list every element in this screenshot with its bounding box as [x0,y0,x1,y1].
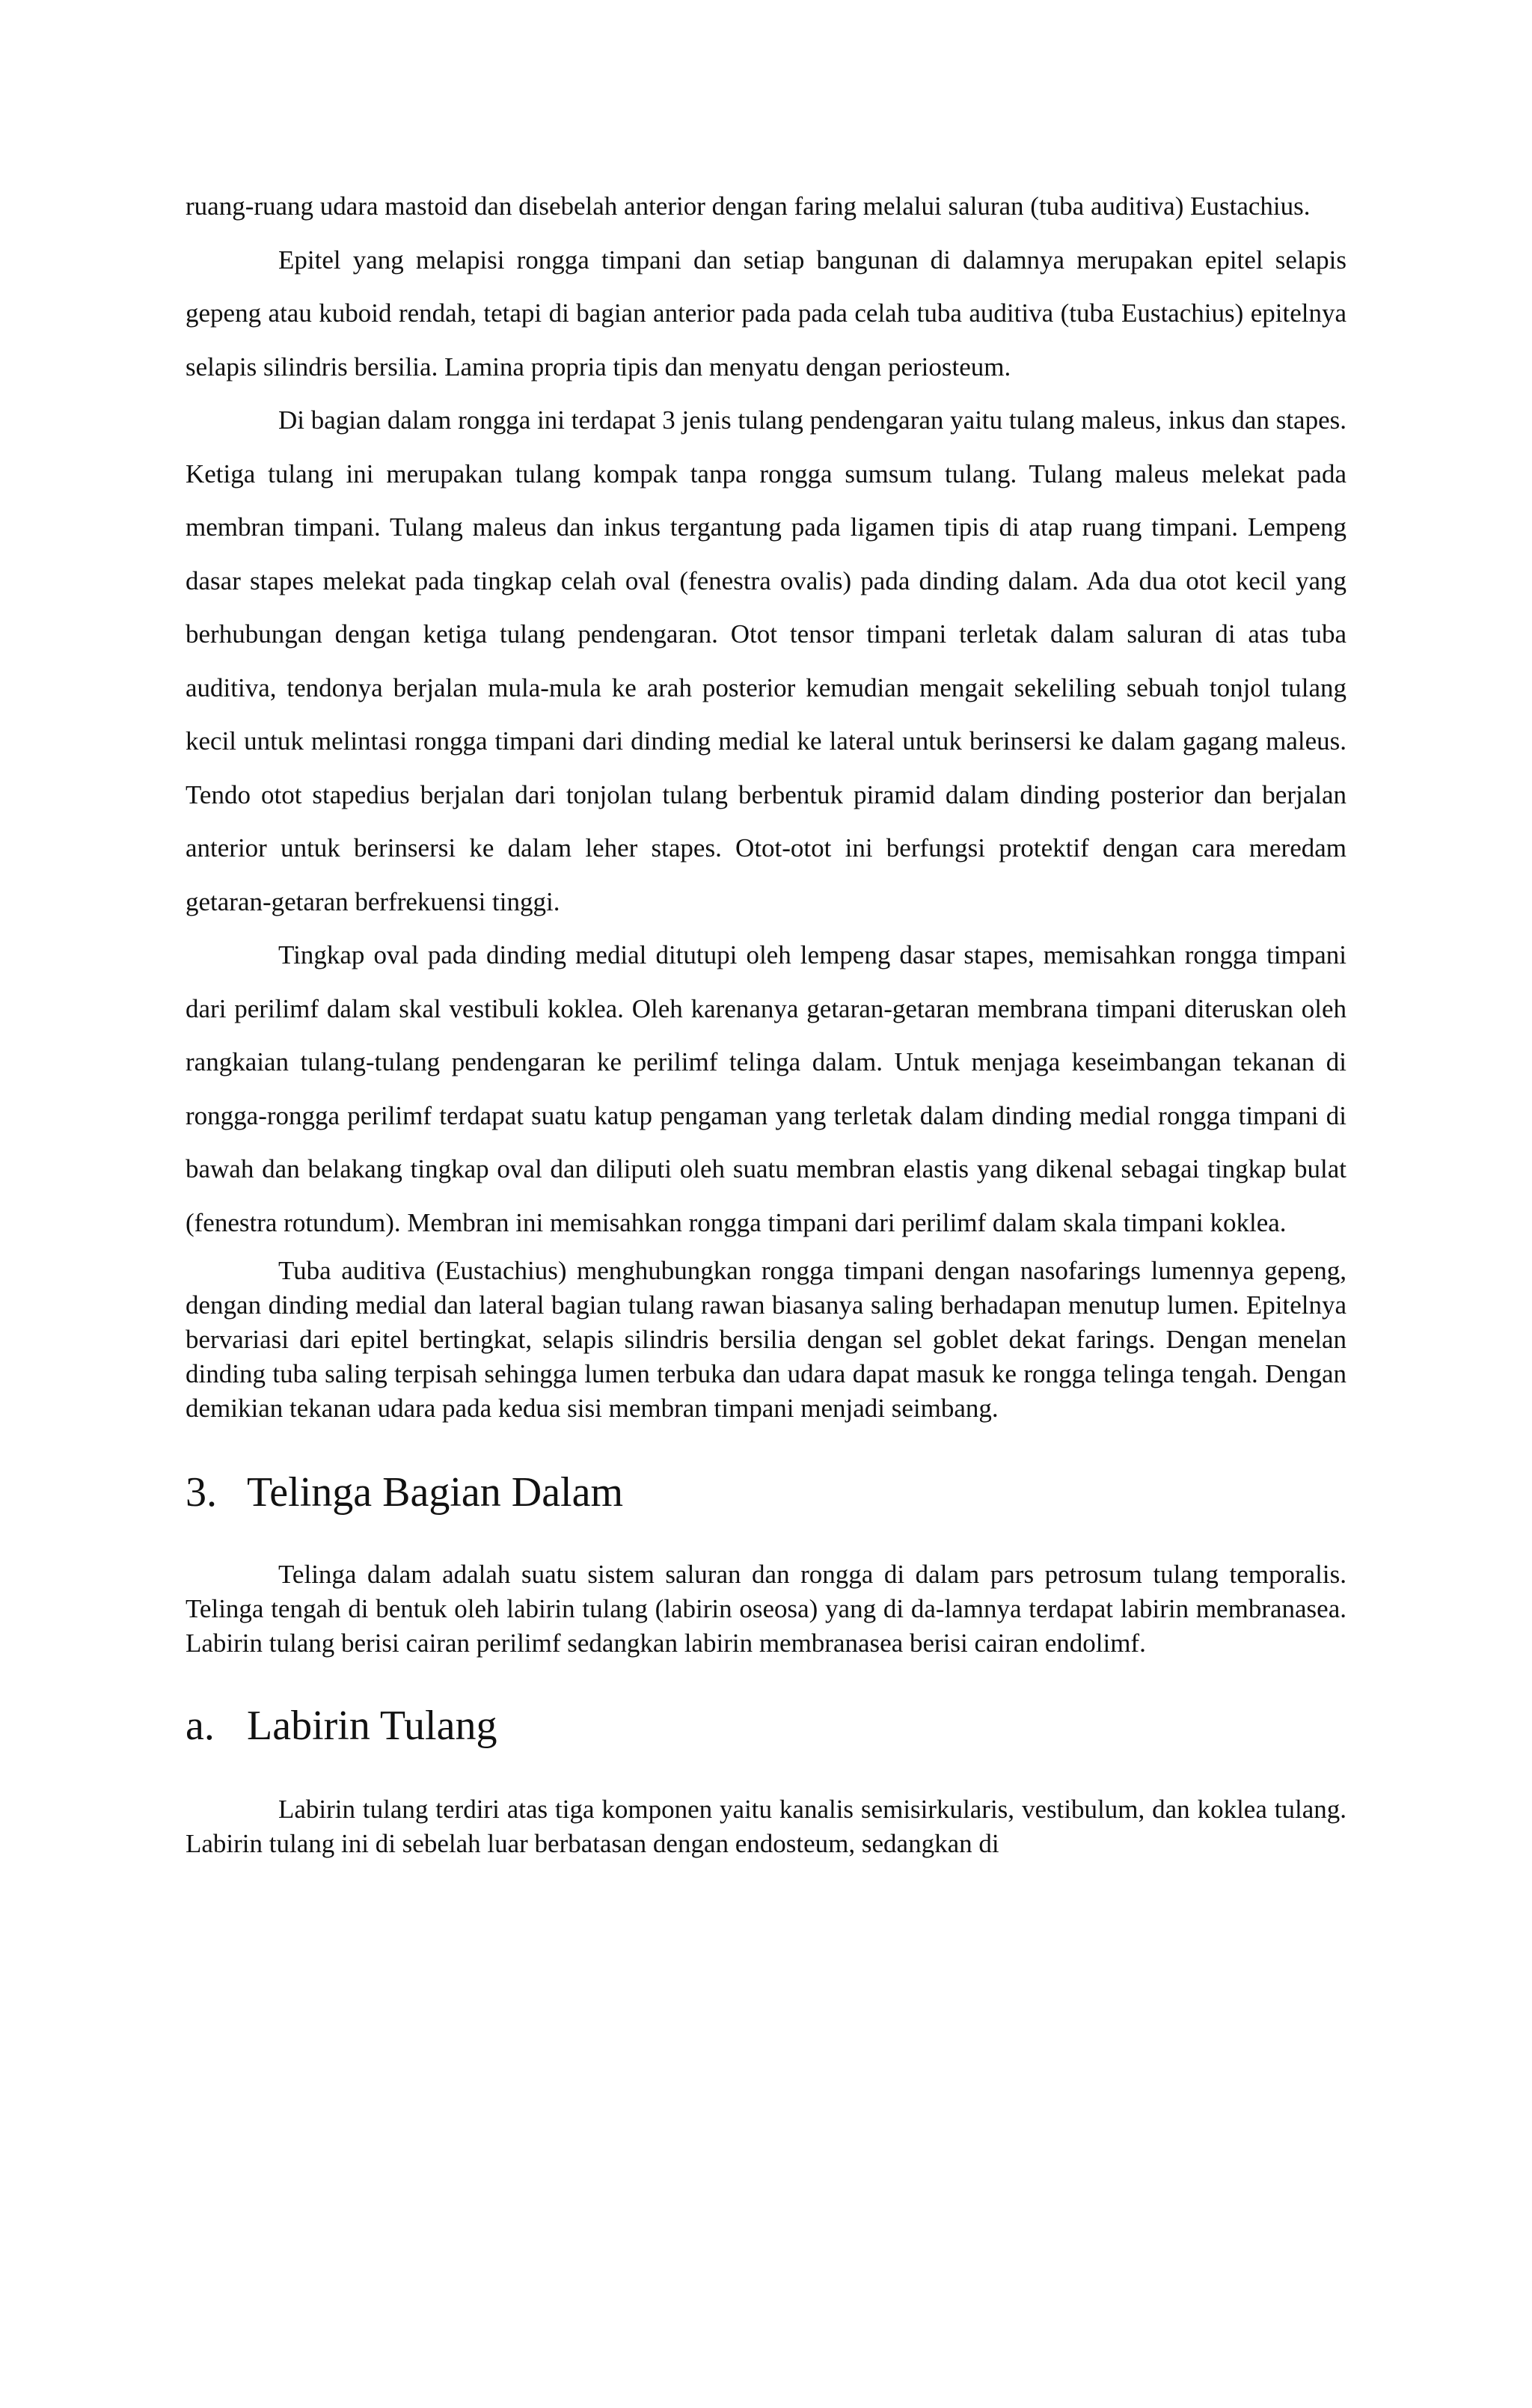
paragraph-tingkap-oval: Tingkap oval pada dinding medial ditutupi oleh lempeng dasar stapes, memisahkan rongga timpani dari perilimf dalam skal vestibuli koklea. Oleh karenanya getaran-getaran membrana timpani diteruskan oleh rangkaian tulang-tulang pendengaran ke perilimf telinga dalam. Untuk menjaga keseimbangan tekanan di rongga-rongga perilimf terdapat suatu katup pengaman yang terletak dalam dinding medial rongga timpani di bawah dan belakang tingkap oval dan diliputi oleh suatu membran elastis yang dikenal sebagai tingkap bulat (fenestra rotundum). Membran ini memisahkan rongga timpani dari perilimf dalam skala timpani koklea. [186,940,1346,1237]
paragraph-telinga-dalam: Telinga dalam adalah suatu sistem saluran dan rongga di dalam pars petrosum tulang temporalis. Telinga tengah di bentuk oleh labirin tulang (labirin oseosa) yang di da-lamnya terdapat labirin membranasea. Labirin tulang berisi cairan perilimf sedangkan labirin membranasea berisi cairan endolimf. [186,1560,1346,1658]
section-title: Labirin Tulang [247,1703,497,1749]
section-number: 3. [186,1469,217,1516]
section-heading-telinga-dalam [186,1466,1346,1519]
section-number: a. [186,1703,215,1749]
section-title: Telinga Bagian Dalam [247,1469,624,1516]
paragraph-labirin-tulang: Labirin tulang terdiri atas tiga komponen yaitu kanalis semisirkularis, vestibulum, dan koklea tulang. Labirin tulang ini di sebelah luar berbatasan dengan endosteum, sedangkan di [186,1795,1346,1858]
section-heading-labirin-tulang [186,1700,1346,1752]
paragraph-tulang-pendengaran: Di bagian dalam rongga ini terdapat 3 jenis tulang pendengaran yaitu tulang maleus, inkus dan stapes. Ketiga tulang ini merupakan tulang kompak tanpa rongga sumsum tulang. Tulang maleus melekat pada membran timpani. Tulang maleus dan inkus tergantung pada ligamen tipis di atap ruang timpani. Lempeng dasar stapes melekat pada tingkap celah oval (fenestra ovalis) pada dinding dalam. Ada dua otot kecil yang berhubungan dengan ketiga tulang pendengaran. Otot tensor timpani terletak dalam saluran di atas tuba auditiva, tendonya berjalan mula-mula ke arah posterior kemudian mengait sekeliling sebuah tonjol tulang kecil untuk melintasi rongga timpani dari dinding medial ke lateral untuk berinsersi ke dalam gagang maleus. Tendo otot stapedius berjalan dari tonjolan tulang berbentuk piramid dalam dinding posterior dan berjalan anterior untuk berinsersi ke dalam leher stapes. Otot-otot ini berfungsi protektif dengan cara meredam getaran-getaran berfrekuensi tinggi. [186,405,1346,916]
paragraph-tuba-auditiva: Tuba auditiva (Eustachius) menghubungkan rongga timpani dengan nasofarings lumennya gepeng, dengan dinding medial dan lateral bagian tulang rawan biasanya saling berhadapan menutup lumen. Epitelnya bervariasi dari epitel bertingkat, selapis silindris bersilia dengan sel goblet dekat farings. Dengan menelan dinding tuba saling terpisah sehingga lumen terbuka dan udara dapat masuk ke rongga telinga tengah. Dengan demikian tekanan udara pada kedua sisi membran timpani menjadi seimbang. [186,1256,1346,1423]
paragraph-continuation: ruang-ruang udara mastoid dan disebelah anterior dengan faring melalui saluran (tuba auditiva) Eustachius. [186,192,1311,221]
document-page [186,180,1346,1861]
paragraph-epitel: Epitel yang melapisi rongga timpani dan setiap bangunan di dalamnya merupakan epitel selapis gepeng atau kuboid rendah, tetapi di bagian anterior pada pada celah tuba auditiva (tuba Eustachius) epitelnya selapis silindris bersilia. Lamina propria tipis dan menyatu dengan periosteum. [186,245,1346,382]
